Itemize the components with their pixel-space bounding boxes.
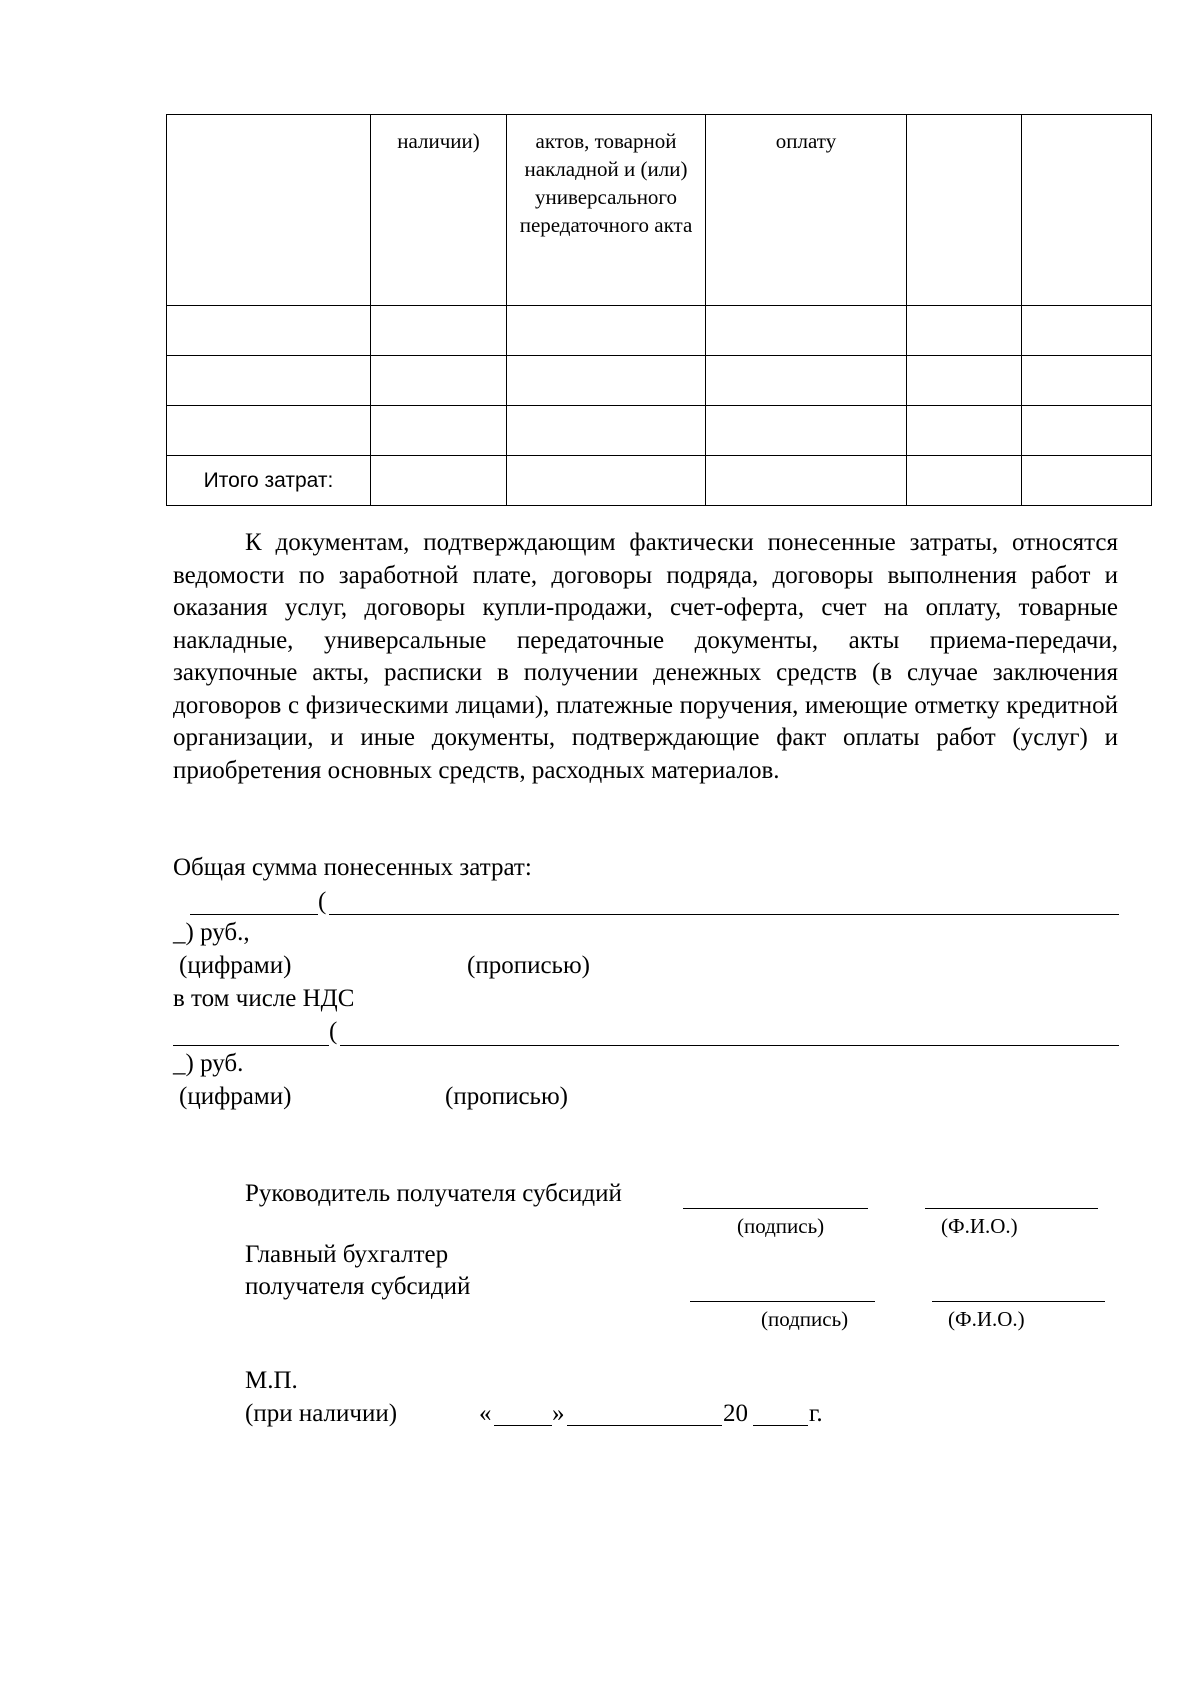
accountant-fio-caption: (Ф.И.О.) (948, 1307, 1025, 1331)
stamp-if-any: (при наличии) (245, 1400, 398, 1427)
accountant-signature-caption: (подпись) (761, 1307, 849, 1331)
header-cell-3: актов, товарной накладной и (или) универсального передаточного акта (507, 115, 706, 306)
date-day-blank (494, 1425, 552, 1426)
total-row (167, 456, 1152, 506)
head-signature-blank (683, 1208, 868, 1209)
date-quote-close: » (552, 1400, 565, 1427)
header-cell-5 (907, 115, 1022, 306)
table-row (167, 406, 1152, 456)
sum-rub: _) руб., (173, 919, 250, 946)
vat-words-caption: (прописью) (445, 1083, 568, 1110)
accountant-label-line1: Главный бухгалтер (245, 1241, 449, 1268)
vat-open-paren: ( (329, 1018, 338, 1045)
header-cell-6 (1022, 115, 1152, 306)
vat-digits-blank (173, 1045, 329, 1046)
date-year-prefix: 20 (723, 1400, 748, 1427)
vat-rub: _) руб. (173, 1050, 244, 1077)
head-fio-blank (925, 1208, 1098, 1209)
vat-words-blank (340, 1045, 1119, 1046)
sum-digits-caption: (цифрами) (179, 952, 292, 979)
sum-words-blank (329, 914, 1119, 915)
expenses-table (166, 114, 1152, 506)
date-quote-open: « (479, 1400, 492, 1427)
accountant-label-line2: получателя субсидий (245, 1273, 471, 1300)
sum-digits-blank (190, 914, 318, 915)
header-cell-1 (167, 115, 371, 306)
vat-digits-caption: (цифрами) (179, 1083, 292, 1110)
date-month-blank (567, 1425, 722, 1426)
accountant-signature-blank (690, 1301, 875, 1302)
date-year-suffix: г. (809, 1400, 823, 1427)
total-sum-label: Общая сумма понесенных затрат: (173, 854, 532, 881)
head-label: Руководитель получателя субсидий (245, 1180, 622, 1207)
table-row (167, 306, 1152, 356)
head-fio-caption: (Ф.И.О.) (941, 1214, 1018, 1238)
table-header-row (167, 115, 1152, 306)
sum-open-paren: ( (318, 888, 327, 915)
sum-words-caption: (прописью) (467, 952, 590, 979)
documents-paragraph: К документам, подтверждающим фактически понесенные затраты, относятся ведомости по заработной плате, договоры подряда, договоры выполнения работ и оказания услуг, договоры купли-продажи, счет-оферта, счет на оплату, товарные накладные, универсальные передаточные документы, акты приема-передачи, закупочные акты, расписки в получении денежных средств (в случае заключения договоров с физическими лицами), платежные поручения, имеющие отметку кредитной организации, и иные документы, подтверждающие факт оплаты работ (услуг) и приобретения основных средств, расходных материалов. (173, 529, 1118, 784)
header-cell-4: оплату (706, 115, 907, 306)
accountant-fio-blank (932, 1301, 1105, 1302)
head-signature-caption: (подпись) (737, 1214, 825, 1238)
header-cell-2: наличии) (371, 115, 507, 306)
table-row (167, 356, 1152, 406)
stamp-label: М.П. (245, 1367, 298, 1394)
vat-label: в том числе НДС (173, 985, 355, 1012)
total-label: Итого затрат: (167, 456, 371, 506)
date-year-blank (753, 1425, 808, 1426)
